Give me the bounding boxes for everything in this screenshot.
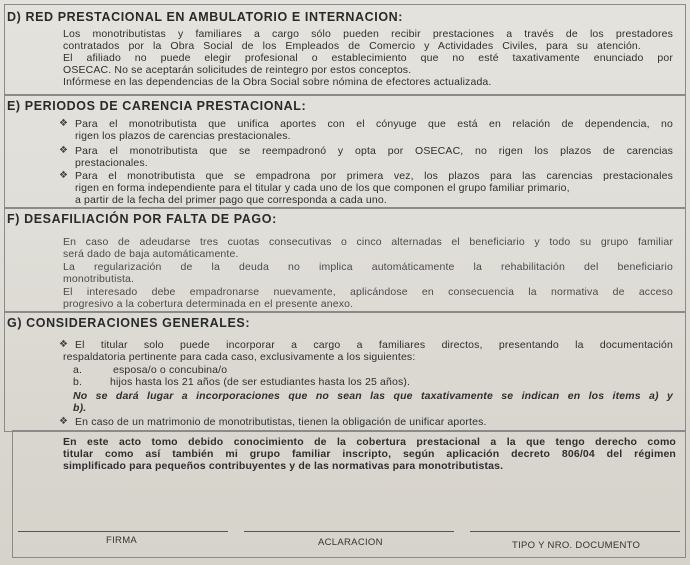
- signature-line-firma: [18, 531, 228, 532]
- section-f-line: La regularización de la deuda no implica automáticamente la rehabilitación del beneficiario: [63, 261, 673, 273]
- acknowledgement-line: En este acto tomo debido conocimiento de la cobertura prestacional a la que tengo derecho como: [63, 436, 676, 448]
- section-g-item-line: El titular solo puede incorporar a cargo a familiares directos, presentando la documentación: [75, 339, 673, 351]
- section-g-item-line: respaldatoria pertinente para cada caso, exclusivamente a los siguientes:: [63, 351, 416, 363]
- diamond-bullet-icon: ❖: [59, 118, 68, 129]
- section-d-line: OSECAC. No se aceptarán solicitudes de reintegro por estos conceptos.: [63, 64, 412, 76]
- section-d-line: Los monotributistas y familiares a cargo sólo pueden recibir prestaciones a través de los prestadores: [63, 28, 673, 40]
- firma-label: FIRMA: [106, 535, 138, 546]
- section-f-line: será dado de baja automáticamente.: [63, 248, 239, 260]
- section-d-title: D) RED PRESTACIONAL EN AMBULATORIO E INTERNACION:: [7, 10, 404, 24]
- section-g-item-line: En caso de un matrimonio de monotributistas, tienen la obligación de unificar aportes.: [75, 416, 487, 428]
- aclaracion-label: ACLARACION: [318, 537, 383, 548]
- section-d-line: El afiliado no puede elegir profesional o establecimiento que no esté taxativamente enunciado por: [63, 52, 673, 64]
- section-f-line: monotributista.: [63, 273, 135, 285]
- section-e-item-line: rigen en forma independiente para el titular y cada uno de los que componen el grupo familiar primario,: [75, 182, 570, 194]
- section-f-line: En caso de adeudarse tres cuotas consecutivas o cinco alternadas el beneficiario y todo su grupo familiar: [63, 236, 673, 248]
- section-e-title: E) PERIODOS DE CARENCIA PRESTACIONAL:: [7, 99, 307, 113]
- section-e-item-line: prestacionales.: [75, 157, 148, 169]
- sub-item-a: esposa/o o concubina/o: [113, 364, 228, 376]
- diamond-bullet-icon: ❖: [59, 339, 68, 350]
- sub-item-a-marker: a.: [73, 364, 83, 376]
- section-f-title: F) DESAFILIACIÓN POR FALTA DE PAGO:: [7, 212, 277, 226]
- section-d-line: Infórmese en las dependencias de la Obra Social sobre nómina de efectores actualizada.: [63, 76, 492, 88]
- acknowledgement-line: titular como así también mi grupo familiar inscripto, según aplicación decreto 806/04 del régimen: [63, 448, 676, 460]
- section-e-item-line: rigen los plazos de carencias prestacionales.: [75, 130, 291, 142]
- incorporation-note: No se dará lugar a incorporaciones que no sean las que taxativamente se indican en los items a) y: [73, 390, 673, 402]
- section-e-item-line: Para el monotributista que unifica aportes con el cónyuge que está en relación de dependencia, no: [75, 118, 673, 130]
- section-f-line: progresivo a la cobertura determinada en el presente anexo.: [63, 298, 354, 310]
- section-g-title: G) CONSIDERACIONES GENERALES:: [7, 316, 251, 330]
- section-f-line: El interesado debe empadronarse nuevamente, aplicándose en consecuencia la normativa de acceso: [63, 286, 673, 298]
- diamond-bullet-icon: ❖: [59, 145, 68, 156]
- section-e-item-line: Para el monotributista que se empadrona por primera vez, los plazos para las carencias prestacionales: [75, 170, 673, 182]
- acknowledgement-line: simplificado para pequeños contribuyentes y de las normativas para monotributistas.: [63, 460, 504, 472]
- signature-line-aclaracion: [244, 531, 454, 532]
- sub-item-b: hijos hasta los 21 años (de ser estudiantes hasta los 25 años).: [110, 376, 411, 388]
- incorporation-note: b).: [73, 402, 87, 414]
- diamond-bullet-icon: ❖: [59, 416, 68, 427]
- sub-item-b-marker: b.: [73, 376, 83, 388]
- signature-line-documento: [470, 531, 680, 532]
- section-d-line: contratados por la Obra Social de los Empleados de Comercio y Actividades Civiles, para su atención.: [63, 40, 641, 52]
- section-e-item-line: a partir de la fecha del primer pago que corresponda a cada uno.: [75, 194, 387, 206]
- tipo-documento-label: TIPO Y NRO. DOCUMENTO: [512, 540, 641, 551]
- diamond-bullet-icon: ❖: [59, 170, 68, 181]
- section-e-item-line: Para el monotributista que se reempadronó y opta por OSECAC, no rigen los plazos de carencias: [75, 145, 673, 157]
